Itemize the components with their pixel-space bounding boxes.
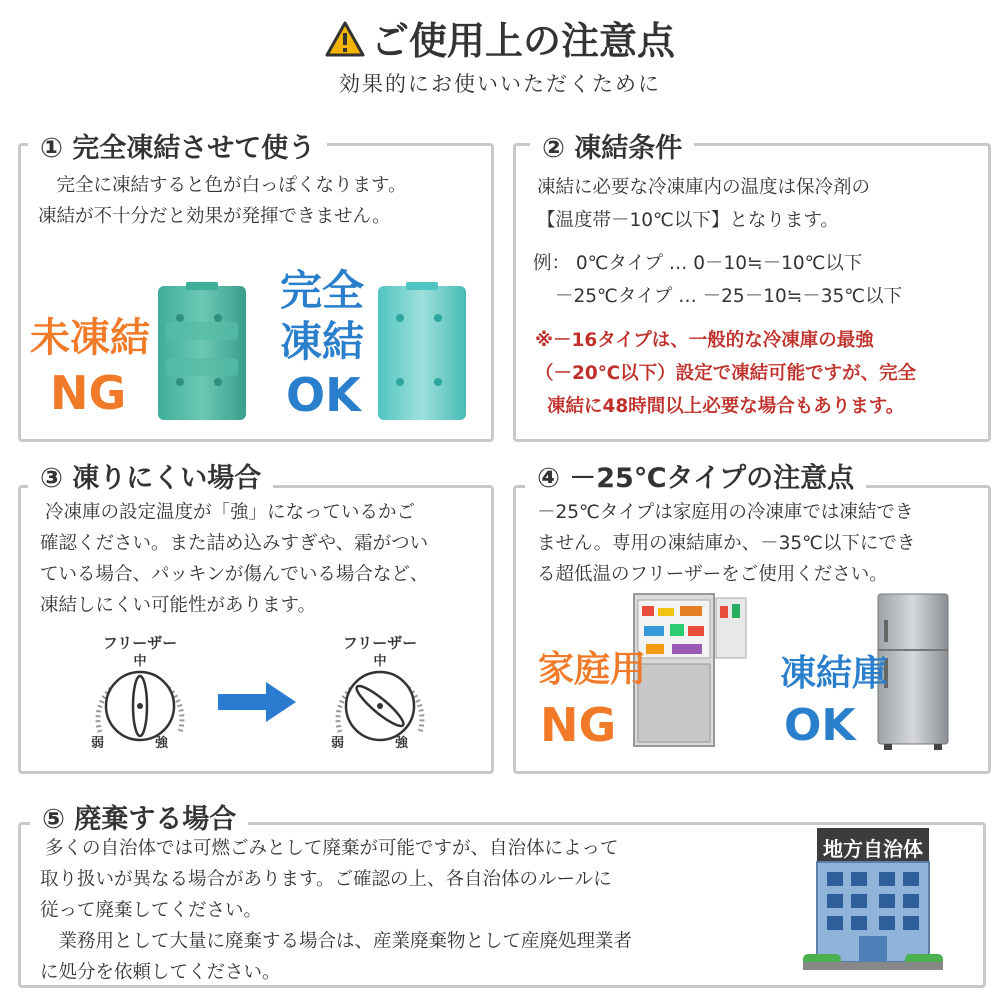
dial-title: フリーザー xyxy=(102,634,178,652)
ng-mark: NG xyxy=(50,366,127,420)
section1-title: ① 完全凍結させて使う xyxy=(28,126,327,165)
dial-mid-label: 中 xyxy=(373,654,387,669)
dial-mid-label: 中 xyxy=(133,654,147,669)
section5-line5: に処分を依頼してください。 xyxy=(40,962,281,983)
section3-line3: ている場合、パッキンが傷んでいる場合など、 xyxy=(40,564,429,585)
page-title xyxy=(0,10,1000,66)
dial-strong-label: 強 xyxy=(155,736,169,751)
ng-label-unfrozen: 未凍結 xyxy=(30,315,150,361)
ok-label-freezer: 凍結庫 xyxy=(780,653,889,694)
section3-line1: 冷凍庫の設定温度が「強」になっているかご xyxy=(45,502,416,523)
section4-line1: －25℃タイプは家庭用の冷凍庫では凍結でき xyxy=(537,502,914,523)
freezer-dial-medium xyxy=(85,632,195,752)
building-sign: 地方自治体 xyxy=(823,837,923,861)
section2-example1: 例： 0℃タイプ … 0－10≒－10℃以下 xyxy=(533,253,863,274)
section1-line2: 凍結が不十分だと効果が発揮できません。 xyxy=(38,206,391,227)
section2-title: ② 凍結条件 xyxy=(530,126,694,165)
dial-weak-label: 弱 xyxy=(331,736,345,751)
section4-title: ④ －25℃タイプの注意点 xyxy=(525,456,866,495)
section5-line3: 従って廃棄してください。 xyxy=(40,900,263,921)
ok-label-frozen: 凍結 xyxy=(280,317,365,366)
warning-icon xyxy=(325,21,365,66)
page-subtitle: 効果的にお使いいただくために xyxy=(339,72,661,96)
section2-note2: （－20℃以下）設定で凍結可能ですが、完全 xyxy=(535,363,917,384)
ok-mark: OK xyxy=(286,368,361,422)
section2-line2: 【温度帯－10℃以下】となります。 xyxy=(537,210,839,231)
ok-mark-freezer: OK xyxy=(784,700,856,751)
section4-line2: ません。専用の凍結庫か、－35℃以下にでき xyxy=(537,533,916,554)
section3-line4: 凍結しにくい可能性があります。 xyxy=(40,595,317,616)
section2-note1: ※－16タイプは、一般的な冷凍庫の最強 xyxy=(535,330,874,351)
section5-line1: 多くの自治体では可燃ごみとして廃棄が可能ですが、自治体によって xyxy=(45,838,619,859)
ng-mark-household: NG xyxy=(540,698,617,752)
ng-label-household: 家庭用 xyxy=(538,649,647,690)
arrow-right-icon xyxy=(218,682,296,726)
section2-example2: －25℃タイプ … －25－10≒－35℃以下 xyxy=(555,286,903,307)
section5-title: ⑤ 廃棄する場合 xyxy=(30,797,248,836)
frozen-ice-pack-image xyxy=(376,282,468,426)
household-fridge-image xyxy=(632,592,750,754)
title-text: ご使用上の注意点 xyxy=(370,19,675,63)
section3-title: ③ 凍りにくい場合 xyxy=(28,456,273,495)
section1-line1: 完全に凍結すると色が白っぽくなります。 xyxy=(38,175,407,196)
section5-line2: 取り扱いが異なる場合があります。ご確認の上、各自治体のルールに xyxy=(40,869,612,890)
section2-note3: 凍結に48時間以上必要な場合もあります。 xyxy=(547,396,905,417)
freezer-dial-strong xyxy=(325,632,435,752)
section4-line3: る超低温のフリーザーをご使用ください。 xyxy=(537,564,888,585)
section5-line4: 業務用として大量に廃棄する場合は、産業廃棄物として産廃処理業者 xyxy=(40,931,633,952)
municipal-building-icon xyxy=(803,828,943,970)
section3-line2: 確認ください。また詰め込みすぎや、霜がつい xyxy=(40,533,429,554)
dial-weak-label: 弱 xyxy=(91,736,105,751)
ok-label-complete: 完全 xyxy=(280,266,365,315)
dial-title: フリーザー xyxy=(342,634,418,652)
section2-line1: 凍結に必要な冷凍庫内の温度は保冷剤の xyxy=(537,177,871,198)
dial-strong-label: 強 xyxy=(395,736,409,751)
unfrozen-ice-pack-image xyxy=(156,282,248,426)
